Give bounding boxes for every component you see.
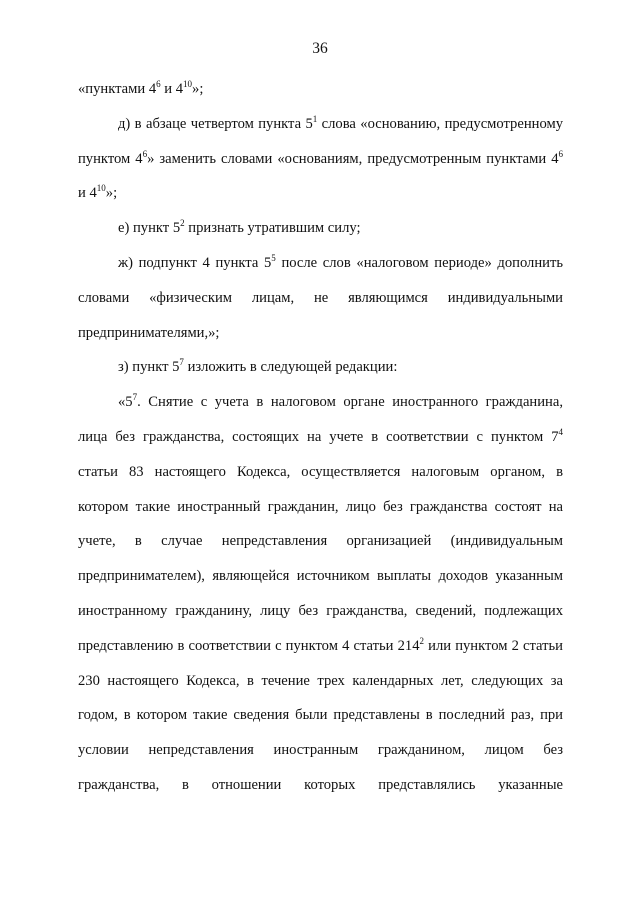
text-run: е) пункт 5 (118, 220, 181, 237)
text-run: » заменить словами «основаниям, предусмотренным пунктами 4 (147, 150, 559, 167)
paragraph-item-e (78, 211, 563, 246)
text-run: з) пункт 5 (118, 359, 180, 376)
paragraph-item-z (78, 350, 563, 385)
superscript: 10 (183, 79, 193, 89)
page-number: 36 (312, 40, 328, 57)
text-run: »; (105, 185, 118, 202)
text-run: статьи 83 настоящего Кодекса, осуществляется налоговым органом, в котором такие иностранный гражданин, лицо без гражданства состоят на учете, в случае непредставления организацией (индивидуальным предпринимателем), являющейся источником выплаты доходов указанным иностранному гражданину, лицу без гражданства, сведений, подлежащих представлению в соответствии с пунктом 4 статьи 214 (78, 463, 563, 654)
superscript: 4 (558, 426, 563, 437)
superscript: 2 (180, 218, 185, 229)
superscript: 2 (419, 635, 425, 646)
text-run: »; (192, 81, 204, 97)
paragraph-item-zh (78, 246, 563, 350)
text-run: «5 (118, 394, 133, 411)
text-run: д) в абзаце четвертом пункта 5 (118, 115, 313, 132)
superscript: 7 (179, 357, 184, 368)
text-run: ж) подпункт 4 пункта 5 (118, 254, 272, 271)
superscript: 7 (132, 392, 138, 403)
superscript: 1 (312, 113, 318, 124)
superscript: 6 (558, 148, 564, 159)
text-run: . Снятие с учета в налоговом органе иностранного гражданина, лица без гражданства, состоящих на учете в соответствии с пунктом 7 (78, 394, 563, 445)
text-run: слова «основанию, предусмотренному пунктом 4 (78, 115, 564, 167)
text-run: и 4 (160, 81, 184, 97)
document-body (78, 72, 563, 803)
text-run: и 4 (78, 185, 97, 202)
superscript: 6 (142, 148, 148, 159)
text-run: после слов «налоговом периоде» дополнить словами «физическим лицам, не являющимся индивидуальными предпринимателями,»; (78, 254, 563, 341)
paragraph-continuation (78, 72, 563, 107)
paragraph-quoted-5-7 (78, 385, 563, 803)
text-run: признать утратившим силу; (184, 220, 361, 237)
superscript: 5 (271, 252, 276, 263)
text-run: изложить в следующей редакции: (183, 359, 398, 376)
text-run: «пунктами 4 (78, 81, 157, 97)
superscript: 6 (156, 79, 161, 89)
text-run: или пунктом 2 статьи 230 настоящего Кодекса, в течение трех календарных лет, следующих за годом, в котором такие сведения были представлены в последний раз, при условии непредставления иностранным гражданином, лицом без гражданства, в отношении которых представлялись указанные (78, 637, 563, 793)
paragraph-item-d (78, 107, 563, 211)
superscript: 10 (96, 183, 106, 194)
